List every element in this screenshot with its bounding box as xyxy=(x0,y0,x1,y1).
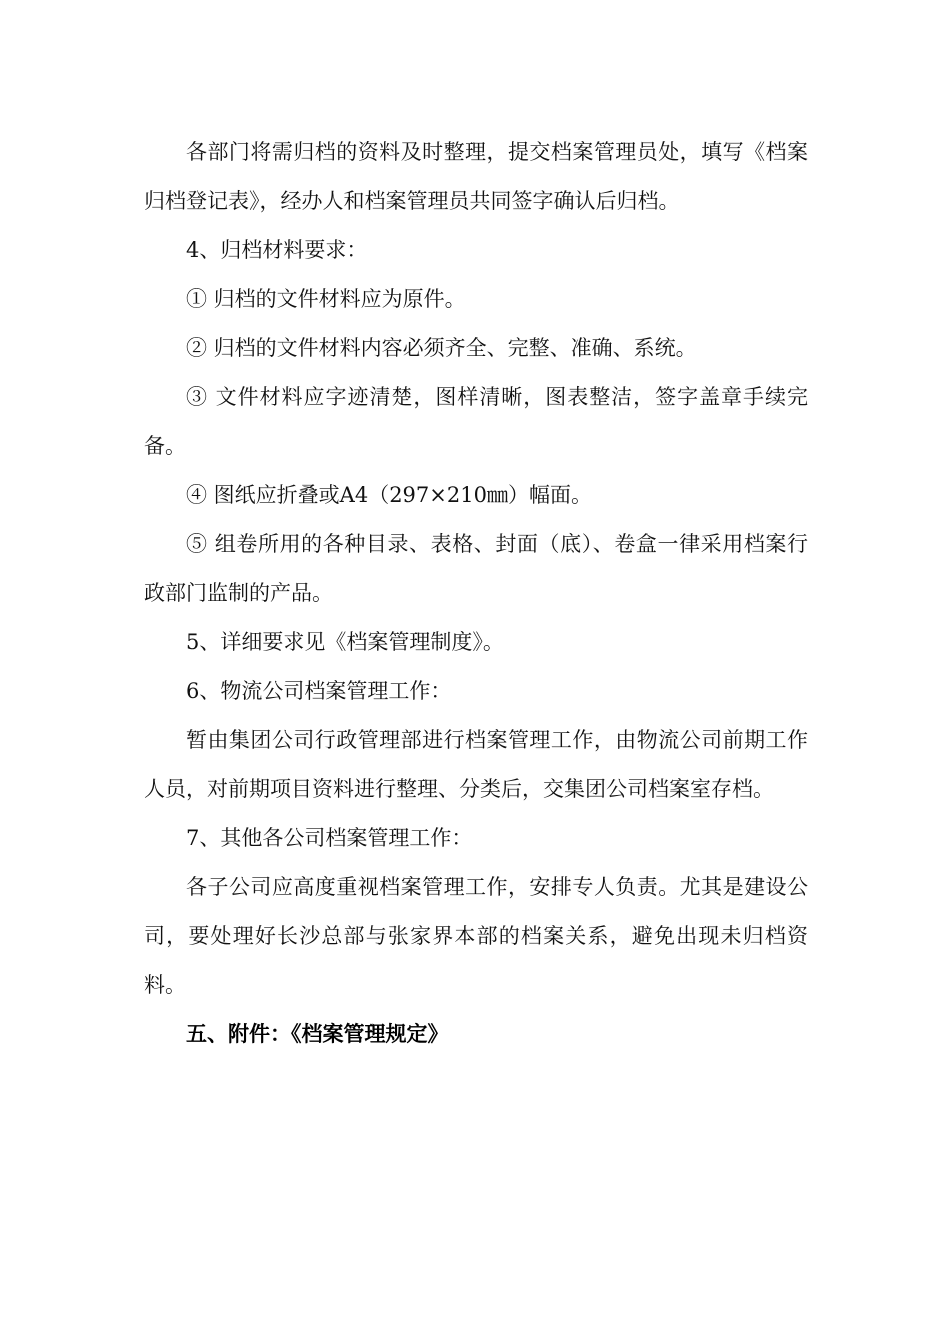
paragraph-item-4-heading: 4、归档材料要求： xyxy=(186,238,368,262)
document-body xyxy=(144,128,808,1059)
section-heading-attachment: 五、附件：《档案管理规定》 xyxy=(186,1022,449,1046)
paragraph-archiving-procedure: 各部门将需归档的资料及时整理，提交档案管理员处，填写《档案归档登记表》，经办人和档案管理员共同签字确认后归档。 xyxy=(144,140,808,213)
paragraph-item-6-heading: 6、物流公司档案管理工作： xyxy=(186,679,452,703)
paragraph-requirement-1: ① 归档的文件材料应为原件。 xyxy=(186,287,466,311)
paragraph-requirement-2: ② 归档的文件材料内容必须齐全、完整、准确、系统。 xyxy=(186,336,697,360)
paragraph-requirement-3: ③ 文件材料应字迹清楚，图样清晰，图表整洁，签字盖章手续完备。 xyxy=(144,385,808,458)
paragraph-item-7-heading: 7、其他各公司档案管理工作： xyxy=(186,826,473,850)
paragraph-subsidiary-archiving: 各子公司应高度重视档案管理工作，安排专人负责。尤其是建设公司，要处理好长沙总部与张家界本部的档案关系，避免出现未归档资料。 xyxy=(144,875,808,997)
paragraph-logistics-archiving: 暂由集团公司行政管理部进行档案管理工作，由物流公司前期工作人员，对前期项目资料进行整理、分类后，交集团公司档案室存档。 xyxy=(144,728,808,801)
paragraph-requirement-5: ⑤ 组卷所用的各种目录、表格、封面（底）、卷盒一律采用档案行政部门监制的产品。 xyxy=(144,532,808,605)
paragraph-item-5: 5、详细要求见《档案管理制度》。 xyxy=(186,630,504,654)
paragraph-requirement-4: ④ 图纸应折叠或A4（297×210㎜）幅面。 xyxy=(186,483,592,507)
